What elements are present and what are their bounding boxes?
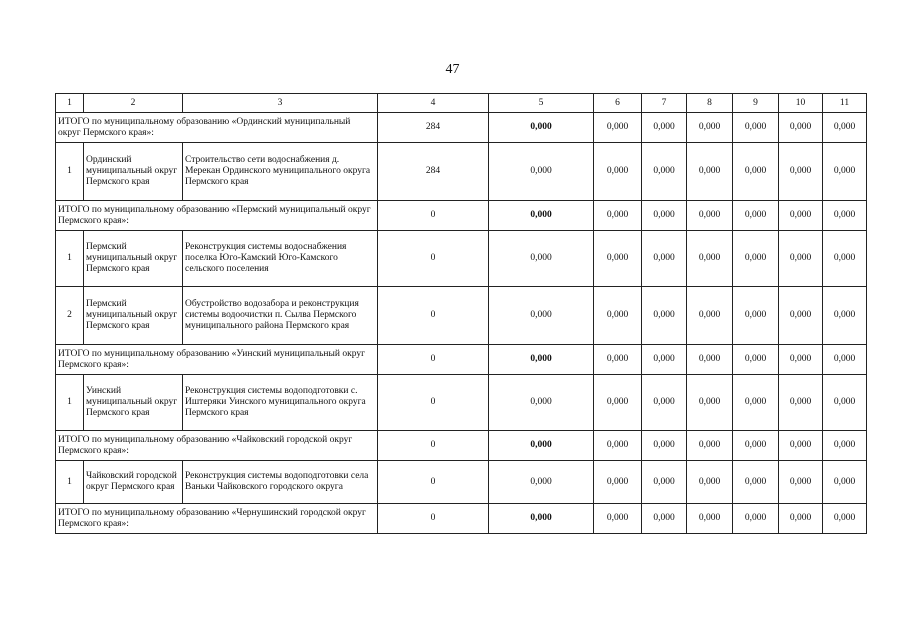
table-row — [56, 375, 867, 431]
table-cell: 0,000 — [642, 461, 687, 504]
municipality-cell: Пермский муниципальный округ Пермского края — [84, 231, 183, 287]
table-cell: 0,000 — [687, 345, 733, 375]
total-label: ИТОГО по муниципальному образованию «Чайковский городской округ Пермского края»: — [56, 431, 378, 461]
total-row — [56, 201, 867, 231]
table-cell: 0,000 — [733, 231, 779, 287]
column-header: 5 — [489, 94, 594, 113]
table-cell: 0,000 — [779, 231, 823, 287]
total-label: ИТОГО по муниципальному образованию «Уинский муниципальный округ Пермского края»: — [56, 345, 378, 375]
table-cell: 0,000 — [779, 461, 823, 504]
table-cell: 0,000 — [779, 431, 823, 461]
table-cell: 0,000 — [733, 287, 779, 345]
table-cell: 0,000 — [687, 287, 733, 345]
table-cell: 0,000 — [823, 287, 867, 345]
table-cell: 0,000 — [687, 375, 733, 431]
table-cell: 0,000 — [642, 504, 687, 534]
table-cell: 0,000 — [687, 201, 733, 231]
table-cell: 0,000 — [594, 431, 642, 461]
table-cell: 0,000 — [489, 375, 594, 431]
total-label: ИТОГО по муниципальному образованию «Пермский муниципальный округ Пермского края»: — [56, 201, 378, 231]
table-cell: 0,000 — [642, 143, 687, 201]
table-cell: 0,000 — [733, 461, 779, 504]
table-cell: 0,000 — [779, 287, 823, 345]
table-cell: 0,000 — [733, 504, 779, 534]
total-row — [56, 504, 867, 534]
column-header: 7 — [642, 94, 687, 113]
table-cell: 0,000 — [489, 431, 594, 461]
table-cell: 0,000 — [594, 504, 642, 534]
table-cell: 0,000 — [489, 143, 594, 201]
table-cell: 0,000 — [823, 431, 867, 461]
object-cell: Реконструкция системы водоснабжения поселка Юго-Камский Юго-Камского сельского поселения — [183, 231, 378, 287]
table-row — [56, 287, 867, 345]
column-header: 4 — [378, 94, 489, 113]
table-cell: 0,000 — [779, 504, 823, 534]
table-cell: 0,000 — [687, 113, 733, 143]
table-cell: 0,000 — [642, 287, 687, 345]
table-cell: 0,000 — [687, 231, 733, 287]
table-cell: 0,000 — [823, 375, 867, 431]
table-cell: 0,000 — [687, 143, 733, 201]
column-header: 8 — [687, 94, 733, 113]
table-cell: 0 — [378, 504, 489, 534]
table-cell: 0,000 — [594, 113, 642, 143]
column-header: 9 — [733, 94, 779, 113]
table-cell: 0,000 — [779, 345, 823, 375]
table-cell: 0,000 — [489, 231, 594, 287]
table-cell: 0 — [378, 287, 489, 345]
table-cell: 0,000 — [823, 504, 867, 534]
total-row — [56, 431, 867, 461]
table-cell: 0,000 — [489, 113, 594, 143]
object-cell: Реконструкция системы водоподготовки села Ваньки Чайковского городского округа — [183, 461, 378, 504]
municipality-cell: Ординский муниципальный округ Пермского края — [84, 143, 183, 201]
table-cell: 284 — [378, 113, 489, 143]
table-cell: 0,000 — [642, 431, 687, 461]
table-row — [56, 231, 867, 287]
table-cell: 0,000 — [489, 504, 594, 534]
total-label: ИТОГО по муниципальному образованию «Чернушинский городской округ Пермского края»: — [56, 504, 378, 534]
table-cell: 0,000 — [823, 201, 867, 231]
table-cell: 0,000 — [489, 345, 594, 375]
table-cell: 0,000 — [733, 143, 779, 201]
table-cell: 0,000 — [733, 345, 779, 375]
table-cell: 0,000 — [779, 201, 823, 231]
object-cell: Реконструкция системы водоподготовки с. Иштеряки Уинского муниципального округа Пермского края — [183, 375, 378, 431]
funding-table — [55, 93, 867, 534]
table-cell: 0,000 — [594, 287, 642, 345]
column-header: 3 — [183, 94, 378, 113]
municipality-cell: Чайковский городской округ Пермского края — [84, 461, 183, 504]
table-cell: 0,000 — [733, 113, 779, 143]
column-header: 1 — [56, 94, 84, 113]
table-row — [56, 461, 867, 504]
column-header: 2 — [84, 94, 183, 113]
table-cell: 0,000 — [733, 375, 779, 431]
table-cell: 0,000 — [594, 201, 642, 231]
table-cell: 0,000 — [594, 375, 642, 431]
table-cell: 0 — [378, 345, 489, 375]
table-cell: 0 — [378, 431, 489, 461]
table-cell: 0 — [378, 201, 489, 231]
table-cell: 0,000 — [489, 287, 594, 345]
total-label: ИТОГО по муниципальному образованию «Ординский муниципальный округ Пермского края»: — [56, 113, 378, 143]
table-cell: 0,000 — [642, 231, 687, 287]
row-number: 1 — [56, 375, 84, 431]
table-cell: 0,000 — [823, 461, 867, 504]
column-header: 10 — [779, 94, 823, 113]
table-cell: 284 — [378, 143, 489, 201]
table-cell: 0,000 — [687, 461, 733, 504]
table-cell: 0 — [378, 375, 489, 431]
row-number: 2 — [56, 287, 84, 345]
table-cell: 0,000 — [823, 231, 867, 287]
table-cell: 0,000 — [823, 345, 867, 375]
municipality-cell: Уинский муниципальный округ Пермского края — [84, 375, 183, 431]
table-cell: 0,000 — [489, 461, 594, 504]
table-cell: 0,000 — [779, 113, 823, 143]
table-cell: 0,000 — [823, 113, 867, 143]
table-cell: 0,000 — [594, 345, 642, 375]
municipality-cell: Пермский муниципальный округ Пермского края — [84, 287, 183, 345]
table-cell: 0,000 — [594, 143, 642, 201]
table-cell: 0 — [378, 231, 489, 287]
object-cell: Строительство сети водоснабжения д. Мерекан Ординского муниципального округа Пермского края — [183, 143, 378, 201]
table-cell: 0,000 — [687, 431, 733, 461]
table-cell: 0,000 — [642, 375, 687, 431]
row-number: 1 — [56, 143, 84, 201]
total-row — [56, 345, 867, 375]
total-row — [56, 113, 867, 143]
table-cell: 0,000 — [823, 143, 867, 201]
table-cell: 0,000 — [489, 201, 594, 231]
table-cell: 0,000 — [687, 504, 733, 534]
object-cell: Обустройство водозабора и реконструкция системы водоочистки п. Сылва Пермского муниципального района Пермского края — [183, 287, 378, 345]
table-cell: 0,000 — [642, 201, 687, 231]
table-cell: 0,000 — [594, 231, 642, 287]
table-cell: 0 — [378, 461, 489, 504]
row-number: 1 — [56, 231, 84, 287]
table-cell: 0,000 — [779, 375, 823, 431]
table-header-row — [56, 94, 867, 113]
row-number: 1 — [56, 461, 84, 504]
table-cell: 0,000 — [642, 345, 687, 375]
table-row — [56, 143, 867, 201]
column-header: 6 — [594, 94, 642, 113]
page-number: 47 — [445, 62, 460, 77]
table-cell: 0,000 — [733, 201, 779, 231]
table-cell: 0,000 — [733, 431, 779, 461]
table-cell: 0,000 — [594, 461, 642, 504]
table-cell: 0,000 — [779, 143, 823, 201]
column-header: 11 — [823, 94, 867, 113]
table-cell: 0,000 — [642, 113, 687, 143]
